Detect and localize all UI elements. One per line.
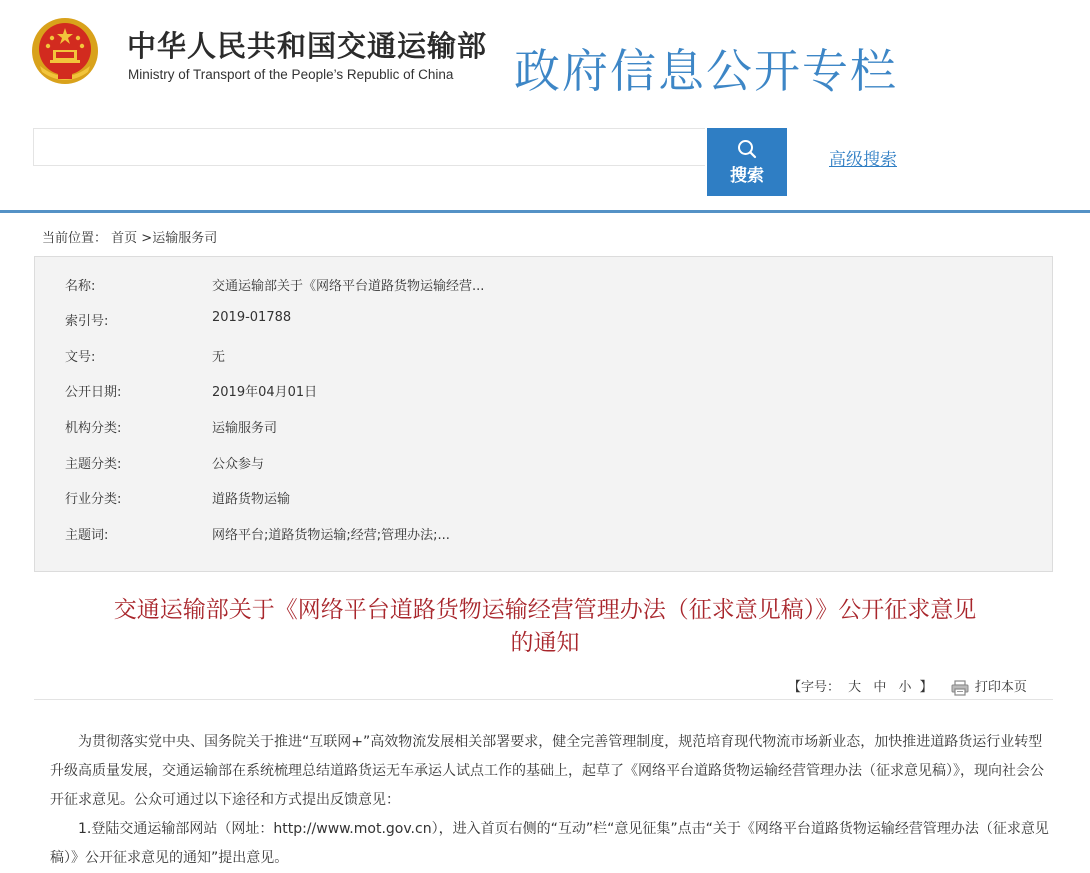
- search-icon: [737, 139, 757, 159]
- info-key: 主题词:: [65, 528, 109, 543]
- info-value: 交通运输部关于《网络平台道路货物运输经营...: [212, 279, 485, 294]
- info-key: 主题分类:: [65, 457, 122, 472]
- info-key: 名称:: [65, 279, 96, 294]
- print-page-link[interactable]: 打印本页: [974, 680, 1027, 695]
- info-value: 无: [212, 350, 226, 365]
- info-value: 2019年04月01日: [212, 385, 318, 400]
- breadcrumb-prefix: 当前位置：: [42, 231, 108, 246]
- info-key: 文号:: [65, 350, 96, 365]
- breadcrumb-separator: >: [137, 231, 153, 246]
- search-button[interactable]: [707, 128, 787, 196]
- font-size-large-button[interactable]: 大: [848, 680, 862, 695]
- search-input[interactable]: [33, 128, 705, 166]
- font-size-close: 】: [919, 680, 933, 695]
- ministry-name-cn: 中华人民共和国交通运输部: [127, 29, 488, 63]
- breadcrumb: [42, 227, 217, 246]
- advanced-search-link[interactable]: 高级搜索: [829, 150, 897, 170]
- national-emblem-icon: [30, 16, 100, 86]
- search-button-label: 搜索: [730, 165, 764, 185]
- info-key: 公开日期:: [65, 385, 122, 400]
- info-value: 道路货物运输: [212, 492, 291, 507]
- info-key: 索引号:: [65, 314, 109, 329]
- article-title-line2: 的通知: [510, 630, 580, 656]
- article-paragraph: 1.登陆交通运输部网站（网址：http://www.mot.gov.cn），进入首页右侧的“互动”栏“意见征集”点击“关于《网络平台道路货物运输经营管理办法（征求意见稿）》公开征求意见的通知”提出意见。: [50, 821, 1049, 866]
- info-value: 运输服务司: [212, 421, 278, 436]
- column-title: 政府信息公开专栏: [514, 44, 898, 98]
- article-title-line1: 交通运输部关于《网络平台道路货物运输经营管理办法（征求意见稿）》公开征求意见: [113, 597, 977, 623]
- article-paragraph: 为贯彻落实党中央、国务院关于推进“互联网+”高效物流发展相关部署要求，健全完善管理制度，规范培育现代物流市场新业态，加快推进道路货运行业转型升级高质量发展，交通运输部在系统梳理总结道路货运无车承运人试点工作的基础上，起草了《网络平台道路货物运输经营管理办法（征求意见稿）》，现向社会公开征求意见。公众可通过以下途径和方式提出反馈意见：: [50, 734, 1044, 808]
- info-value: 2019-01788: [212, 310, 292, 325]
- font-size-medium-button[interactable]: 中: [873, 680, 887, 695]
- font-size-label: 【字号：: [788, 680, 841, 695]
- document-info-panel: [34, 256, 1053, 572]
- printer-icon[interactable]: [951, 680, 969, 696]
- article-tools: [788, 676, 1027, 696]
- info-key: 机构分类:: [65, 421, 122, 436]
- ministry-name-en: Ministry of Transport of the People’s Republic of China: [128, 67, 454, 82]
- breadcrumb-current-link[interactable]: 运输服务司: [152, 231, 218, 246]
- info-value: 网络平台;道路货物运输;经营;管理办法;...: [212, 528, 450, 543]
- header-divider: [0, 210, 1090, 213]
- font-size-small-button[interactable]: 小: [898, 680, 912, 695]
- info-key: 行业分类:: [65, 492, 122, 507]
- article-divider: [34, 699, 1053, 700]
- info-value: 公众参与: [212, 457, 265, 472]
- breadcrumb-home-link[interactable]: 首页: [111, 231, 138, 246]
- article-title: [40, 594, 1050, 660]
